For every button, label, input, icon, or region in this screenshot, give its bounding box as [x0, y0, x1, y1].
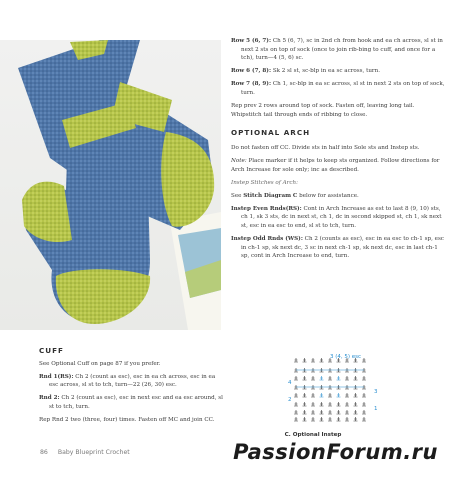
front-sock — [22, 102, 150, 324]
repeat-instruction: Rep prev 2 rows around top of sock. Fasten off, leaving long tail. Whipstitch tail through ends of ribbing to close. — [231, 103, 415, 118]
stitch-symbol — [303, 358, 307, 362]
stitch-symbol — [362, 376, 366, 380]
stitch-symbol — [294, 402, 298, 406]
row7-instruction: Row 7 (8, 9): Ch 1, sc-blp in ea sc across, sl st in next 2 sts on top of sock, turn. — [231, 81, 445, 96]
stitch-symbol — [320, 376, 324, 380]
stitch-diagram-svg — [286, 350, 396, 425]
optional-arch-heading: OPTIONAL ARCH — [231, 128, 311, 138]
diagram-right-num-1: 1 — [374, 406, 378, 412]
stitch-symbol — [311, 417, 315, 421]
stitch-symbol — [337, 410, 341, 414]
stitch-symbol — [354, 393, 358, 397]
stitch-symbol — [354, 417, 358, 421]
cuff-repeat: Rep Rnd 2 two (three, four) times. Fasten off MC and join CC. — [39, 417, 215, 424]
stitch-symbol — [294, 376, 298, 380]
rnd2-instruction: Rnd 2: Ch 2 (count as esc), esc in next esc and ea esc around, sl st to tch, turn. — [39, 395, 223, 410]
stitch-symbol — [311, 376, 315, 380]
stitch-symbol — [354, 402, 358, 406]
stitch-symbol — [337, 417, 341, 421]
crocheted-socks-image — [0, 40, 221, 330]
stitch-symbol — [345, 402, 349, 406]
diagram-top-label: 3 (4, 5) esc — [330, 354, 362, 360]
left-column — [39, 347, 224, 429]
row5-instruction: Row 5 (6, 7): Ch 5 (6, 7), sc in 2nd ch from hook and ea ch across, sl st in next 2 sts on top of sock (once to join rib-bing to cuff, and once for a tch), turn—4 (5, 6) sc. — [231, 38, 443, 62]
stitch-symbol — [337, 376, 341, 380]
stitch-symbol — [328, 402, 332, 406]
stitch-symbol — [320, 402, 324, 406]
row6-instruction: Row 6 (7, 8): Sk 2 sl st, sc-blp in ea sc across, turn. — [231, 68, 380, 75]
stitch-symbol — [303, 417, 307, 421]
see-diagram: See Stitch Diagram C below for assistance. — [231, 192, 359, 199]
instep-odd-rounds: Instep Odd Rnds (WS): Ch 2 (counts as esc), esc in ea esc to ch-1 sp, esc in ch-1 sp, sk next dc, 3 sc in next ch-1 sp, sk next dc, esc in last ch-1 sp, cont in Arch Increase to end, turn. — [231, 236, 444, 260]
stitch-symbol — [294, 393, 298, 397]
stitch-diagram-c — [286, 350, 396, 425]
stitch-symbol — [311, 410, 315, 414]
stitch-symbol — [294, 410, 298, 414]
watermark: PassionForum.ru — [233, 440, 438, 464]
stitch-symbol — [328, 417, 332, 421]
diagram-right-num-3: 3 — [374, 389, 378, 395]
stitch-symbol — [354, 376, 358, 380]
sock-photo — [0, 40, 221, 330]
stitch-symbol — [311, 358, 315, 362]
stitch-symbol — [294, 417, 298, 421]
cuff-intro: See Optional Cuff on page 87 if you prefer. — [39, 360, 161, 367]
page-number: 86 — [40, 449, 48, 456]
stitch-symbol — [345, 393, 349, 397]
instep-heading: Instep Stitches of Arch: — [231, 179, 298, 186]
arch-paragraph: Do not fasten off CC. Divide sts in half into Sole sts and Instep sts. — [231, 144, 420, 151]
diagram-caption: C. Optional Instep — [284, 432, 342, 438]
stitch-symbol — [362, 393, 366, 397]
diagram-left-num-2: 2 — [288, 397, 292, 403]
stitch-symbol — [362, 417, 366, 421]
arch-note: Note: Place marker if it helps to keep sts organized. Follow directions for Arch Increase for sole only; inc as described. — [231, 157, 440, 173]
stitch-symbol — [362, 402, 366, 406]
stitch-symbol — [345, 376, 349, 380]
right-column — [231, 37, 445, 265]
page-footer — [40, 449, 130, 456]
stitch-symbol — [345, 417, 349, 421]
stitch-symbol — [354, 410, 358, 414]
stitch-symbol — [345, 410, 349, 414]
stitch-symbol — [303, 402, 307, 406]
stitch-symbol — [320, 358, 324, 362]
stitch-symbol — [320, 417, 324, 421]
instep-even-rounds: Instep Even Rnds(RS): Cont in Arch Increase as est to last 8 (9, 10) sts, ch 1, sk 3 sts, dc in next st, ch 1, dc in second skipped st, ch 1, sk next st, esc in ea esc to end, sl st to tch, turn. — [231, 205, 442, 229]
stitch-symbol — [303, 376, 307, 380]
stitch-symbol — [294, 358, 298, 362]
stitch-symbol — [362, 410, 366, 414]
stitch-symbol — [320, 393, 324, 397]
diagram-stitches — [294, 358, 366, 421]
greeting-card — [170, 212, 221, 330]
stitch-symbol — [362, 358, 366, 362]
stitch-symbol — [303, 393, 307, 397]
book-title: Baby Blueprint Crochet — [57, 449, 130, 456]
stitch-symbol — [320, 410, 324, 414]
stitch-symbol — [328, 410, 332, 414]
diagram-left-num-4: 4 — [288, 380, 292, 386]
stitch-symbol — [328, 393, 332, 397]
stitch-symbol — [303, 410, 307, 414]
stitch-symbol — [337, 393, 341, 397]
cuff-heading: CUFF — [39, 346, 64, 355]
stitch-symbol — [311, 402, 315, 406]
rnd1-instruction: Rnd 1(RS): Ch 2 (count as esc), esc in ea ch across, esc in ea esc across, sl st to tch, turn—22 (26, 30) esc. — [39, 373, 216, 389]
stitch-symbol — [337, 402, 341, 406]
stitch-symbol — [328, 376, 332, 380]
stitch-symbol — [311, 393, 315, 397]
